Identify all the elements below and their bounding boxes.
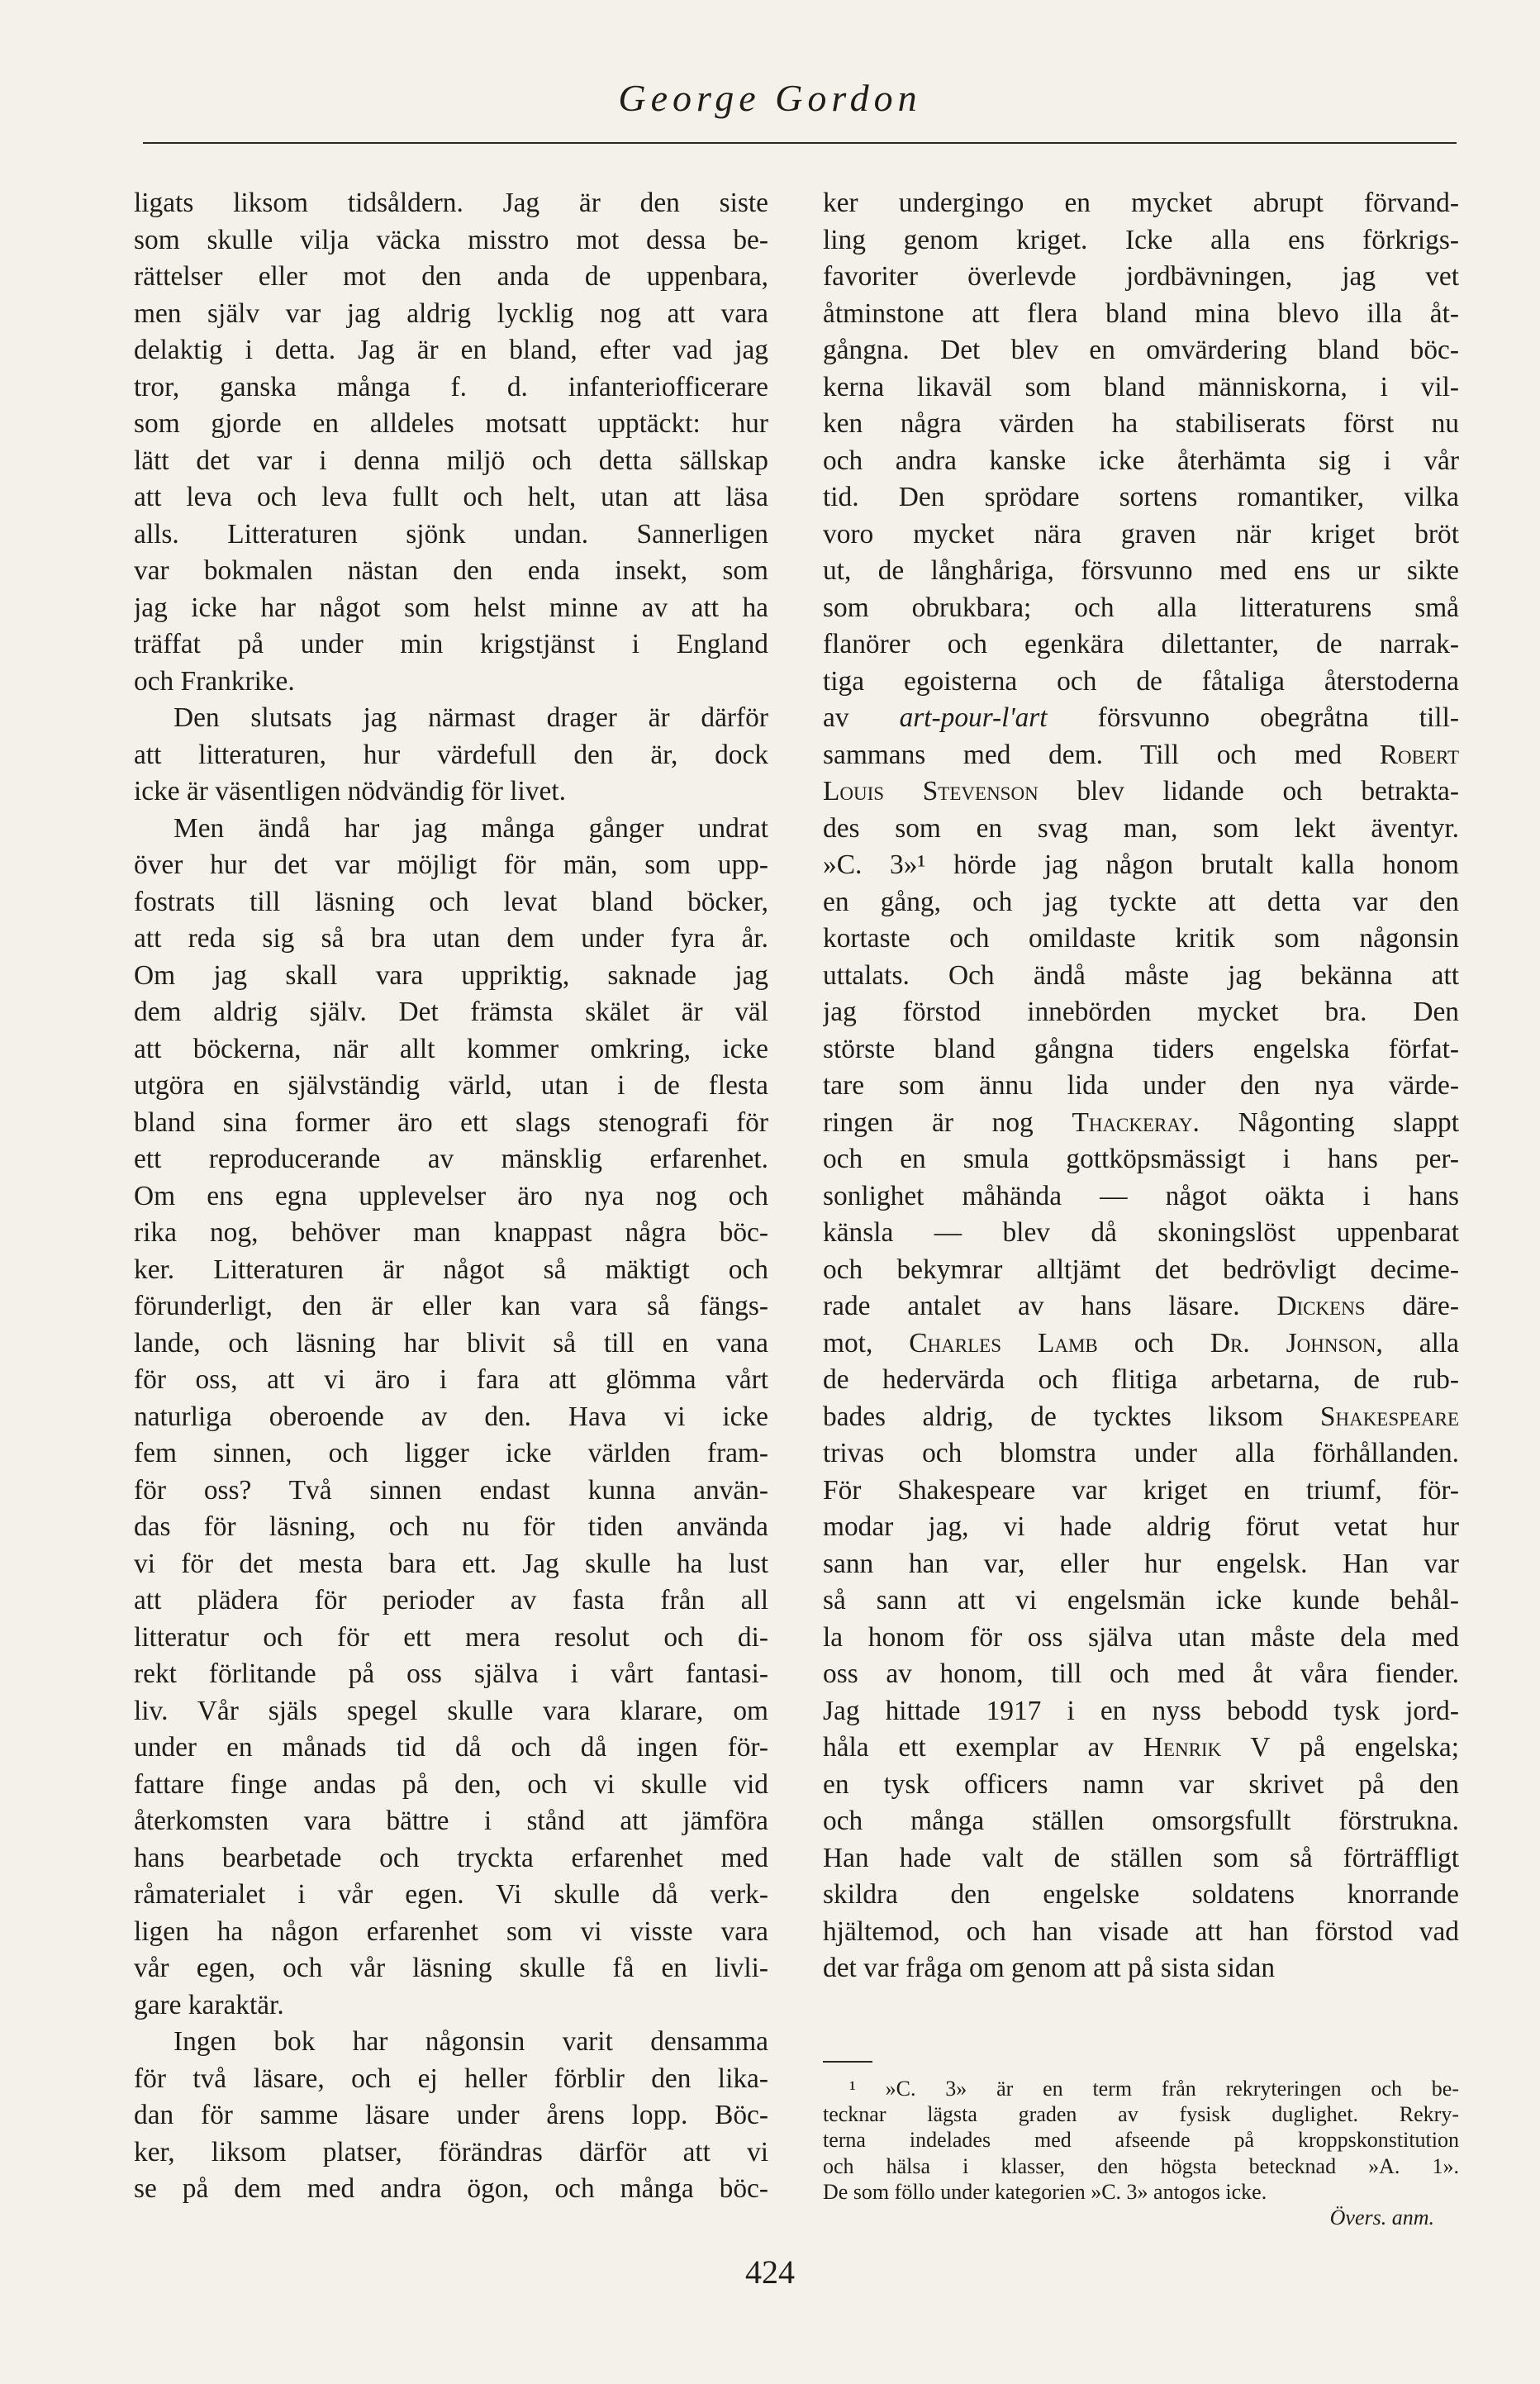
text-line: Om ens egna upplevelser äro nya nog och bbox=[134, 1180, 768, 1211]
text-line: trivas och blomstra under alla förhållanden. bbox=[823, 1438, 1459, 1468]
text-line: oss av honom, till och med åt våra fiender. bbox=[823, 1658, 1459, 1689]
text-line: Han hade valt de ställen som så förträffligt bbox=[823, 1842, 1459, 1873]
text-line: lande, och läsning har blivit så till en vana bbox=[134, 1327, 768, 1359]
page-number: 424 bbox=[745, 2253, 795, 2291]
author-name: Thackeray bbox=[1072, 1106, 1193, 1138]
left-column bbox=[134, 185, 768, 2208]
text-line: träffat på under min krigstjänst i England bbox=[134, 629, 768, 659]
text-line: lätt det var i denna miljö och detta sällskap bbox=[134, 445, 768, 476]
author-name: Robert bbox=[1379, 739, 1459, 770]
text-line: uttalats. Och ändå måste jag bekänna att bbox=[823, 959, 1459, 991]
text-line bbox=[823, 700, 1459, 737]
text-line: en gång, och jag tyckte att detta var den bbox=[823, 886, 1459, 917]
footnote-line: tecknar lägsta graden av fysisk duglighet. Rekry- bbox=[823, 2102, 1459, 2127]
text-run: V på engelska; bbox=[1221, 1732, 1459, 1763]
right-column bbox=[823, 185, 1459, 1987]
text-line: ligats liksom tidsåldern. Jag är den siste bbox=[134, 188, 768, 218]
text-line: rättelser eller mot den anda de uppenbara, bbox=[134, 261, 768, 292]
text-line: flanörer och egenkära dilettanter, de narrak- bbox=[823, 629, 1459, 659]
text-line: och Frankrike. bbox=[134, 665, 295, 697]
text-run: och bbox=[1097, 1327, 1210, 1359]
text-line: se på dem med andra ögon, och många böc- bbox=[134, 2173, 768, 2204]
text-line: des som en svag man, som lekt äventyr. bbox=[823, 812, 1459, 844]
text-line: råmaterialet i vår egen. Vi skulle då verk- bbox=[134, 1879, 768, 1910]
text-line: störste bland gångna tiders engelska förfat- bbox=[823, 1033, 1459, 1064]
text-line: kerna likaväl som bland människorna, i vil- bbox=[823, 371, 1459, 402]
text-run: ringen är nog bbox=[823, 1106, 1072, 1138]
footnote bbox=[823, 2076, 1459, 2230]
text-line: för två läsare, och ej heller förblir den lika- bbox=[134, 2063, 768, 2094]
author-name: Louis Stevenson bbox=[823, 776, 1039, 807]
text-line: var bokmalen nästan den enda insekt, som bbox=[134, 555, 768, 586]
text-line: sonlighet måhända — något oäkta i hans bbox=[823, 1180, 1459, 1211]
text-line: Om jag skall vara uppriktig, saknade jag bbox=[134, 959, 768, 991]
text-line: vår egen, och vår läsning skulle få en livli- bbox=[134, 1953, 768, 1983]
text-line: sann han var, eller hur engelsk. Han var bbox=[823, 1548, 1459, 1579]
text-run: rade antalet av hans läsare. bbox=[823, 1291, 1277, 1321]
text-line: för oss? Två sinnen endast kunna använ- bbox=[134, 1474, 768, 1506]
text-line: ett reproducerande av mänsklig erfarenhet. bbox=[134, 1144, 768, 1174]
footnote-attribution: Övers. anm. bbox=[1329, 2205, 1434, 2229]
text-line: dem aldrig själv. Det främsta skälet är väl bbox=[134, 997, 768, 1027]
author-name: Dr. Johnson bbox=[1210, 1327, 1376, 1359]
text-line: över hur det var möjligt för män, som upp- bbox=[134, 849, 768, 880]
header-rule bbox=[143, 142, 1457, 144]
text-line: alls. Litteraturen sjönk undan. Sannerligen bbox=[134, 518, 768, 550]
text-run: bades aldrig, de tycktes liksom bbox=[823, 1401, 1320, 1432]
footnote-line: terna indelades med afseende på kroppskonstitution bbox=[823, 2128, 1459, 2153]
text-line: Ingen bok har någonsin varit densamma bbox=[173, 2026, 768, 2057]
title-name: Henrik bbox=[1143, 1732, 1222, 1763]
text-line bbox=[823, 773, 1459, 811]
text-line: att plädera för perioder av fasta från all bbox=[134, 1585, 768, 1616]
text-line: tid. Den sprödare sortens romantiker, vilka bbox=[823, 482, 1459, 512]
text-line: åtminstone att flera bland mina blevo illa åt- bbox=[823, 297, 1459, 329]
text-line: tare som ännu lida under den nya värde- bbox=[823, 1070, 1459, 1101]
text-line: att böckerna, när allt kommer omkring, icke bbox=[134, 1033, 768, 1064]
text-line: kortaste och omildaste kritik som någonsin bbox=[823, 923, 1459, 954]
text-line: la honom för oss själva utan måste dela med bbox=[823, 1621, 1459, 1653]
text-line: naturliga oberoende av den. Hava vi icke bbox=[134, 1401, 768, 1432]
text-line: voro mycket nära graven när kriget bröt bbox=[823, 518, 1459, 550]
footnote-line: De som föllo under kategorien »C. 3» antogos icke. bbox=[823, 2179, 1267, 2204]
text-line: ken några värden ha stabiliserats först nu bbox=[823, 408, 1459, 439]
text-line: Jag hittade 1917 i en nyss bebodd tysk jord- bbox=[823, 1695, 1459, 1726]
author-name: Dickens bbox=[1276, 1291, 1366, 1321]
text-line: hans bearbetade och tryckta erfarenhet med bbox=[134, 1842, 768, 1873]
text-line: jag icke har något som helst minne av att ha bbox=[134, 592, 768, 623]
text-line bbox=[823, 1730, 1459, 1767]
text-line: ker. Litteraturen är något så mäktigt och bbox=[134, 1254, 768, 1285]
text-line: det var fråga om genom att på sista sidan bbox=[823, 1953, 1276, 1983]
text-line: hjältemod, och han visade att han förstod vad bbox=[823, 1915, 1459, 1947]
text-run: däre- bbox=[1365, 1291, 1459, 1321]
author-name: Shakespeare bbox=[1319, 1401, 1459, 1432]
footnote-line: och hälsa i klasser, den högsta betecknad »A. 1». bbox=[823, 2153, 1459, 2178]
text-line: För Shakespeare var kriget en triumf, för- bbox=[823, 1474, 1459, 1506]
text-line: dan för samme läsare under årens lopp. Böc- bbox=[134, 2100, 768, 2130]
italic-phrase: art-pour-l'art bbox=[899, 702, 1048, 733]
text-line: vi för det mesta bara ett. Jag skulle ha lust bbox=[134, 1548, 768, 1579]
text-line: modar jag, vi hade aldrig förut vetat hur bbox=[823, 1511, 1459, 1542]
text-line: att litteraturen, hur värdefull den är, dock bbox=[134, 739, 768, 770]
text-run: håla ett exemplar av bbox=[823, 1732, 1143, 1763]
text-line: gångna. Det blev en omvärdering bland böc- bbox=[823, 335, 1459, 365]
text-line: gare karaktär. bbox=[134, 1989, 284, 2020]
footnote-line: ¹ »C. 3» är en term från rekryteringen och be- bbox=[849, 2077, 1459, 2101]
text-line: för oss, att vi äro i fara att glömma vårt bbox=[134, 1364, 768, 1395]
text-line: ker, liksom platser, förändras därför att vi bbox=[134, 2136, 768, 2167]
text-line bbox=[823, 1105, 1459, 1142]
text-line: och bekymrar alltjämt det bedrövligt decime- bbox=[823, 1254, 1459, 1285]
text-line: das för läsning, och nu för tiden använda bbox=[134, 1511, 768, 1542]
text-run: mot, bbox=[823, 1327, 910, 1359]
text-run: sammans med dem. Till och med bbox=[823, 739, 1380, 770]
text-line: favoriter överlevde jordbävningen, jag vet bbox=[823, 261, 1459, 292]
text-line bbox=[823, 1399, 1459, 1436]
text-line: känsla — blev då skoningslöst uppenbarat bbox=[823, 1217, 1459, 1248]
text-line: fattare finge andas på den, och vi skulle vid bbox=[134, 1768, 768, 1800]
footnote-separator bbox=[823, 2061, 872, 2063]
text-line: som gjorde en alldeles motsatt upptäckt: hur bbox=[134, 408, 768, 439]
text-line: som skulle vilja väcka misstro mot dessa be- bbox=[134, 224, 768, 255]
text-line: återkomsten vara bättre i stånd att jämföra bbox=[134, 1806, 768, 1836]
text-line: tiga egoisterna och de fåtaliga återstoderna bbox=[823, 665, 1459, 697]
text-line: fem sinnen, och ligger icke världen fram- bbox=[134, 1438, 768, 1468]
text-line: att leva och leva fullt och helt, utan att läsa bbox=[134, 482, 768, 512]
text-line: under en månads tid då och då ingen för- bbox=[134, 1732, 768, 1763]
text-run: , alla bbox=[1376, 1327, 1459, 1359]
text-line: och en smula gottköpsmässigt i hans per- bbox=[823, 1144, 1459, 1174]
text-line: »C. 3»¹ hörde jag någon brutalt kalla honom bbox=[823, 849, 1459, 880]
text-line: ut, de långhåriga, försvunno med ens ur sikte bbox=[823, 555, 1459, 586]
text-line: delaktig i detta. Jag är en bland, efter vad jag bbox=[134, 335, 768, 365]
text-line: fostrats till läsning och levat bland böcker, bbox=[134, 886, 768, 917]
text-run: av bbox=[823, 702, 900, 733]
text-run: . Någonting slappt bbox=[1192, 1106, 1459, 1138]
text-line: jag förstod innebörden mycket bra. Den bbox=[823, 997, 1459, 1027]
text-line: de hedervärda och flitiga arbetarna, de rub- bbox=[823, 1364, 1459, 1395]
text-line: Den slutsats jag närmast drager är därför bbox=[173, 702, 768, 733]
text-line: ker undergingo en mycket abrupt förvand- bbox=[823, 188, 1459, 218]
text-line: en tysk officers namn var skrivet på den bbox=[823, 1768, 1459, 1800]
text-line: rekt förlitande på oss själva i vårt fantasi- bbox=[134, 1658, 768, 1689]
text-run: försvunno obegråtna till- bbox=[1047, 702, 1459, 733]
text-line: och många ställen omsorgsfullt förstrukna. bbox=[823, 1806, 1459, 1836]
text-line bbox=[823, 1288, 1459, 1325]
running-head: George Gordon bbox=[618, 77, 922, 119]
text-line: icke är väsentligen nödvändig för livet. bbox=[134, 776, 566, 807]
text-line: förunderligt, den är eller kan vara så fängs- bbox=[134, 1291, 768, 1321]
text-line: men själv var jag aldrig lycklig nog att vara bbox=[134, 297, 768, 329]
text-line: som obrukbara; och alla litteraturens små bbox=[823, 592, 1459, 623]
text-line: så sann att vi engelsmän icke kunde behål- bbox=[823, 1585, 1459, 1616]
text-line: ligen ha någon erfarenhet som vi visste vara bbox=[134, 1915, 768, 1947]
text-line: skildra den engelske soldatens knorrande bbox=[823, 1879, 1459, 1910]
text-line: liv. Vår själs spegel skulle vara klarare, om bbox=[134, 1695, 768, 1726]
text-line: Men ändå har jag många gånger undrat bbox=[173, 812, 768, 844]
text-line: rika nog, behöver man knappast några böc- bbox=[134, 1217, 768, 1248]
text-line bbox=[823, 1325, 1459, 1363]
text-line bbox=[823, 737, 1459, 774]
text-line: och andra kanske icke återhämta sig i vår bbox=[823, 445, 1459, 476]
text-line: tror, ganska många f. d. infanteriofficerare bbox=[134, 371, 768, 402]
text-line: ling genom kriget. Icke alla ens förkrigs- bbox=[823, 224, 1459, 255]
text-line: utgöra en självständig värld, utan i de flesta bbox=[134, 1070, 768, 1101]
text-line: bland sina former äro ett slags stenografi för bbox=[134, 1106, 768, 1138]
text-line: att reda sig så bra utan dem under fyra år. bbox=[134, 923, 768, 954]
text-run: blev lidande och betrakta- bbox=[1038, 776, 1459, 807]
text-line: litteratur och för ett mera resolut och di- bbox=[134, 1621, 768, 1653]
author-name: Charles Lamb bbox=[909, 1327, 1098, 1359]
